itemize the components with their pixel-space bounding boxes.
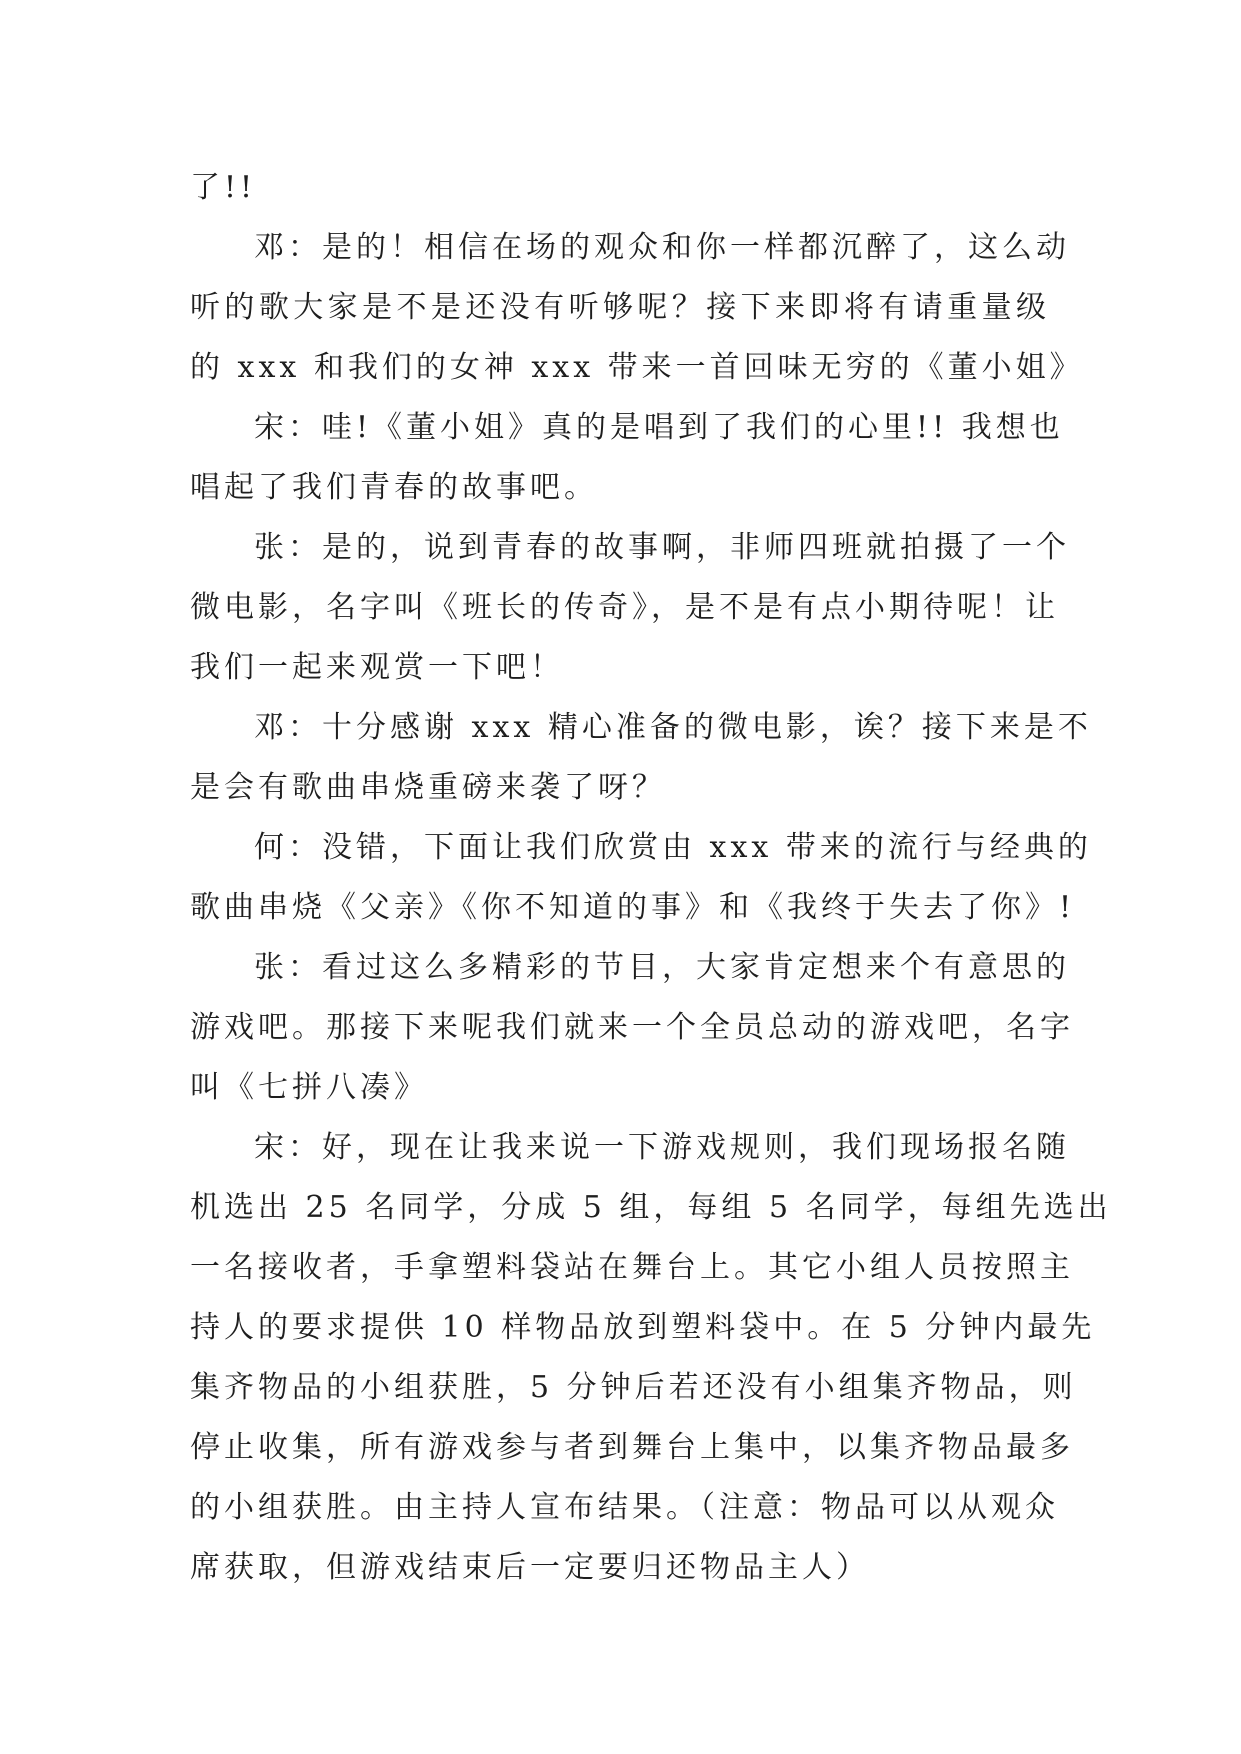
text-line: 持人的要求提供 10 样物品放到塑料袋中。在 5 分钟内最先 — [190, 1310, 1096, 1345]
text-line: 宋：哇!《董小姐》真的是唱到了我们的心里!! 我想也 — [254, 410, 1064, 445]
text-line: 是会有歌曲串烧重磅来袭了呀？ — [190, 770, 666, 805]
text-line: 邓：十分感谢 xxx 精心准备的微电影，诶？接下来是不 — [254, 710, 1092, 745]
text-line: 的小组获胜。由主持人宣布结果。（注意：物品可以从观众 — [190, 1490, 1059, 1525]
text-line: 机选出 25 名同学，分成 5 组，每组 5 名同学，每组先选出 — [190, 1190, 1112, 1225]
text-line: 叫《七拼八凑》 — [190, 1070, 428, 1105]
document-body — [190, 158, 1112, 1598]
text-line: 张：是的，说到青春的故事啊，非师四班就拍摄了一个 — [254, 530, 1070, 565]
text-line: 何：没错，下面让我们欣赏由 xxx 带来的流行与经典的 — [254, 830, 1092, 865]
text-line: 邓：是的！相信在场的观众和你一样都沉醉了，这么动 — [254, 230, 1070, 265]
text-line: 了!! — [190, 170, 257, 205]
text-line: 听的歌大家是不是还没有听够呢？接下来即将有请重量级 — [190, 290, 1050, 325]
text-line: 我们一起来观赏一下吧！ — [190, 650, 564, 685]
text-line: 唱起了我们青春的故事吧。 — [190, 470, 598, 505]
text-line: 席获取，但游戏结束后一定要归还物品主人） — [190, 1550, 870, 1585]
text-line: 停止收集，所有游戏参与者到舞台上集中，以集齐物品最多 — [190, 1430, 1074, 1465]
text-line: 微电影，名字叫《班长的传奇》，是不是有点小期待呢！让 — [190, 590, 1059, 625]
text-line: 集齐物品的小组获胜，5 分钟后若还没有小组集齐物品，则 — [190, 1370, 1077, 1405]
text-line: 歌曲串烧《父亲》《你不知道的事》和《我终于失去了你》! — [190, 890, 1076, 925]
text-line: 的 xxx 和我们的女神 xxx 带来一首回味无穷的《董小姐》 — [190, 350, 1084, 385]
text-line: 游戏吧。那接下来呢我们就来一个全员总动的游戏吧，名字 — [190, 1010, 1074, 1045]
text-line: 张：看过这么多精彩的节目，大家肯定想来个有意思的 — [254, 950, 1070, 985]
text-line: 一名接收者，手拿塑料袋站在舞台上。其它小组人员按照主 — [190, 1250, 1074, 1285]
text-line: 宋：好，现在让我来说一下游戏规则，我们现场报名随 — [254, 1130, 1070, 1165]
